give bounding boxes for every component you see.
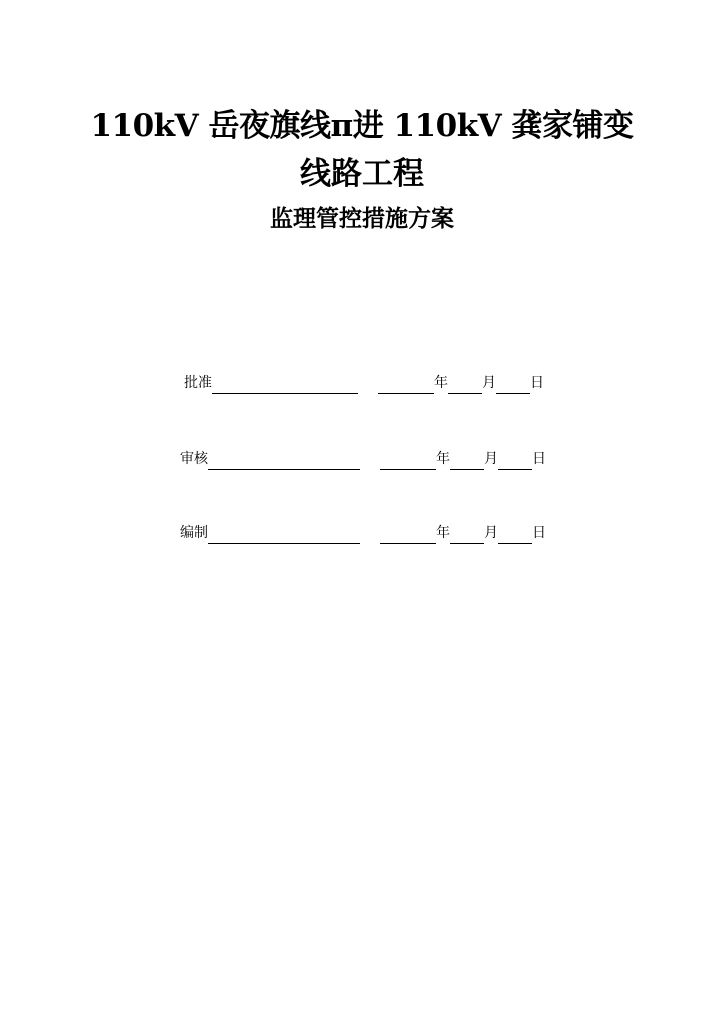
review-row — [180, 448, 600, 470]
approval-year-unit: 年 — [434, 375, 448, 391]
approval-signature-line — [212, 377, 358, 394]
compile-label: 编制 — [180, 525, 208, 541]
review-label: 审核 — [180, 451, 208, 467]
compile-row — [180, 522, 600, 544]
approval-month-unit: 月 — [482, 375, 496, 391]
review-day-unit: 日 — [532, 451, 546, 467]
review-signature-line — [208, 453, 360, 470]
compile-day-line — [498, 527, 532, 544]
document-title-line2: 线路工程 — [300, 156, 424, 192]
document-subtitle: 监理管控措施方案 — [270, 205, 454, 232]
title-block — [0, 104, 724, 236]
approval-year-line — [378, 377, 434, 394]
review-year-line — [380, 453, 436, 470]
compile-signature-line — [208, 527, 360, 544]
review-month-line — [450, 453, 484, 470]
approval-day-line — [496, 377, 530, 394]
compile-month-unit: 月 — [484, 525, 498, 541]
review-month-unit: 月 — [484, 451, 498, 467]
approval-label: 批准 — [184, 375, 212, 391]
document-title-line1: 110kV 岳夜旗线π进 110kV 龚家铺变 — [90, 108, 634, 144]
compile-year-line — [380, 527, 436, 544]
review-day-line — [498, 453, 532, 470]
approval-day-unit: 日 — [530, 375, 544, 391]
approval-month-line — [448, 377, 482, 394]
compile-year-unit: 年 — [436, 525, 450, 541]
compile-month-line — [450, 527, 484, 544]
review-year-unit: 年 — [436, 451, 450, 467]
compile-day-unit: 日 — [532, 525, 546, 541]
approval-row — [184, 372, 604, 394]
